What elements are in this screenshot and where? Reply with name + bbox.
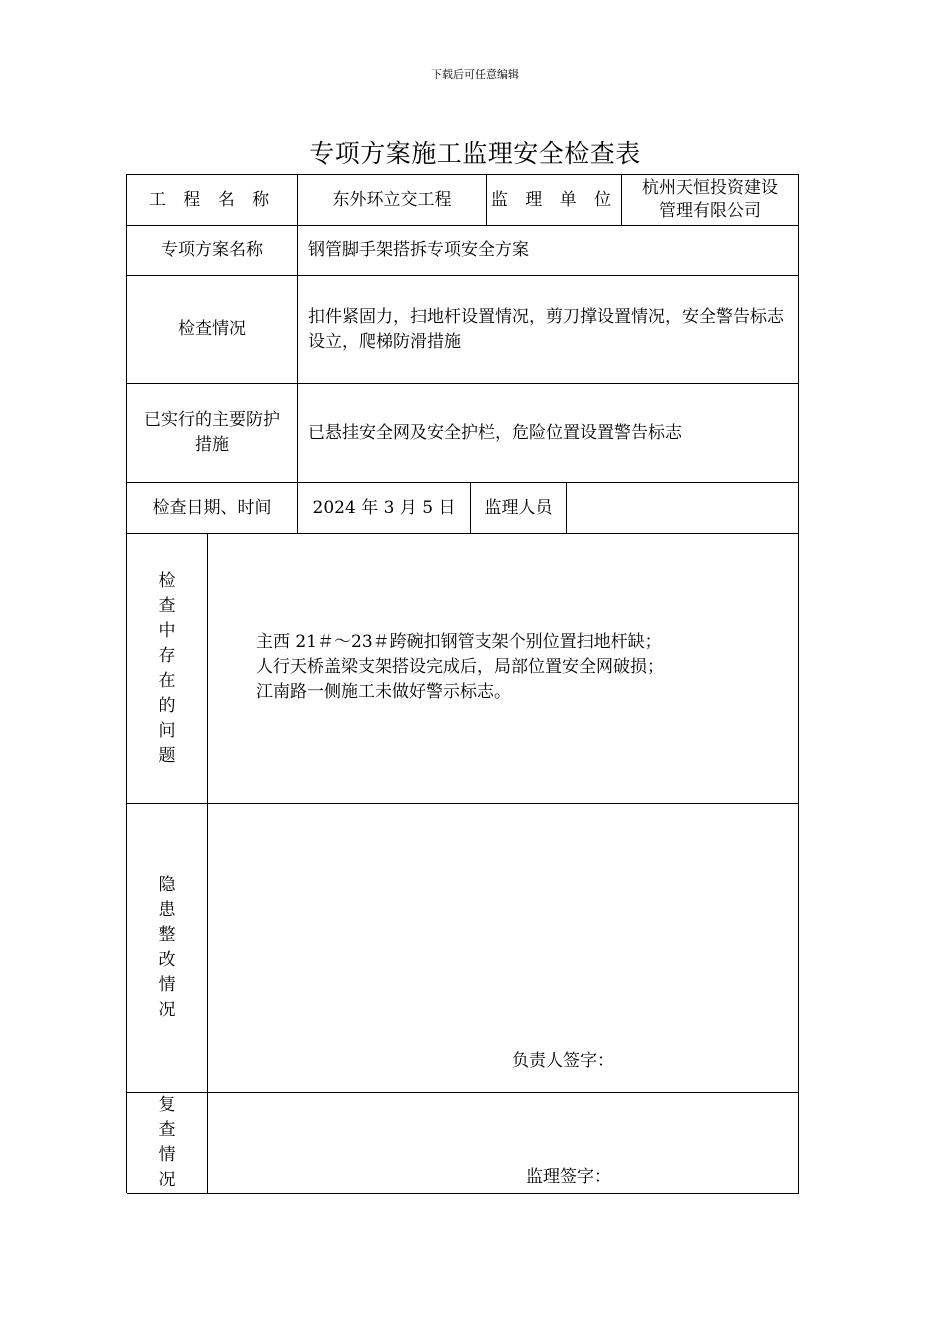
- issues-content: [208, 534, 799, 804]
- supervisor-staff-value: [567, 483, 799, 534]
- supervisor-signature-label: 监理签字：: [526, 1167, 611, 1187]
- plan-name-label: 专项方案名称: [127, 226, 298, 276]
- header-note: 下载后可任意编辑: [431, 68, 519, 81]
- review-content: [208, 1093, 799, 1194]
- inspection-date-value: 2024 年 3 月 5 日: [298, 483, 471, 534]
- rectification-content: [208, 804, 799, 1093]
- inspection-status-value: 扣件紧固力，扫地杆设置情况，剪刀撑设置情况，安全警告标志设立，爬梯防滑措施: [298, 276, 799, 384]
- issue-line: 江南路一侧施工未做好警示标志。: [256, 682, 511, 702]
- review-label: 复 查 情 况: [127, 1093, 208, 1194]
- supervisor-staff-label: 监理人员: [471, 483, 567, 534]
- issues-list: [256, 630, 664, 705]
- protective-measures-value: 已悬挂安全网及安全护栏，危险位置设置警告标志: [298, 384, 799, 483]
- plan-name-value: 钢管脚手架搭拆专项安全方案: [298, 226, 799, 276]
- project-name-label: 工 程 名 称: [127, 175, 298, 226]
- project-name-value: 东外环立交工程: [298, 175, 487, 226]
- supervisor-unit-value: 杭州天恒投资建设 管理有限公司: [622, 175, 799, 226]
- rectification-label: 隐 患 整 改 情 况: [127, 804, 208, 1093]
- inspection-date-label: 检查日期、时间: [127, 483, 298, 534]
- supervisor-unit-label: 监 理 单 位: [487, 175, 622, 226]
- issue-line: 主西 21＃～23＃跨碗扣钢管支架个别位置扫地杆缺；: [256, 632, 662, 652]
- responsible-signature-label: 负责人签字：: [512, 1051, 614, 1071]
- protective-measures-label: 已实行的主要防护措施: [127, 384, 298, 483]
- issue-line: 人行天桥盖梁支架搭设完成后，局部位置安全网破损；: [256, 657, 664, 677]
- page-title: 专项方案施工监理安全检查表: [309, 139, 641, 168]
- inspection-table: [126, 174, 799, 1193]
- inspection-status-label: 检查情况: [127, 276, 298, 384]
- issues-label: 检 查 中 存 在 的 问 题: [127, 534, 208, 804]
